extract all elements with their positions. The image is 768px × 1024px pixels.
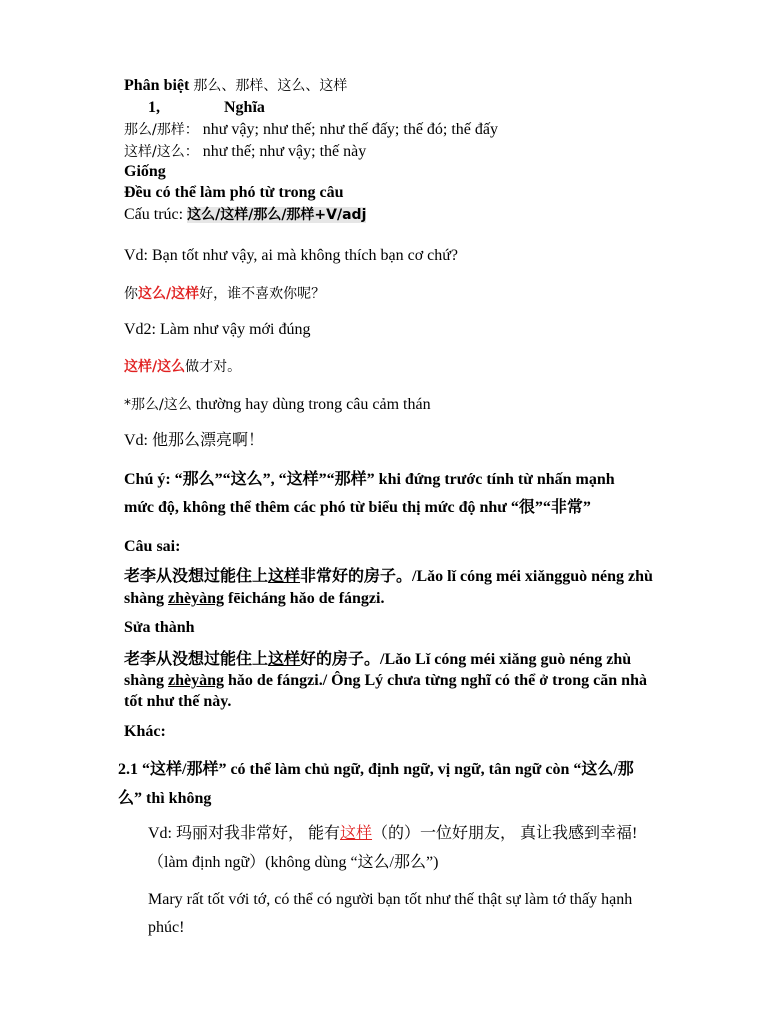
fix-l2-underline: zhèyàng <box>168 672 225 689</box>
caution-line-2: mức độ, không thể thêm các phó từ biểu thị mức độ như “很”“非常” <box>124 499 591 516</box>
caution-line-1: Chú ý: “那么”“这么”, “这样”“那样” khi đứng trước tính từ nhấn mạnh <box>124 471 615 488</box>
wrong-l2-underline: zhèyàng <box>168 590 225 607</box>
note-zh: *那么/这么 <box>124 397 192 413</box>
fix-l2-a: shàng <box>124 672 169 689</box>
title-prefix: Phân biệt <box>124 77 190 94</box>
example-4-zh <box>148 824 637 844</box>
other-heading: Khác: <box>124 723 166 740</box>
example-4-translation-1: Mary rất tốt với tớ, có thể có người bạn tốt như thế thật sự làm tớ thấy hạnh <box>148 891 633 908</box>
example-1-vi: Vd: Bạn tốt như vậy, ai mà không thích bạn cơ chứ? <box>124 247 459 264</box>
ex1-zh-a: 你 <box>124 286 138 302</box>
fix-line-1 <box>124 650 631 670</box>
example-2-vi: Vd2: Làm như vậy mới đúng <box>124 321 311 338</box>
example-1-zh <box>124 284 325 304</box>
section-number: 1, <box>148 99 160 116</box>
exclamation-note <box>124 395 431 415</box>
wrong-l2-a: shàng <box>124 590 169 607</box>
same-heading: Giống <box>124 163 166 180</box>
fix-l1-a: 老李从没想过能住上 <box>124 651 269 668</box>
meaning-2-term: 这样/这么： <box>124 144 199 160</box>
example-2-zh <box>124 357 241 377</box>
meaning-1 <box>124 120 498 140</box>
fix-l2-b: hǎo de fángzi./ Ông Lý chưa từng nghĩ có thể ở trong căn nhà <box>224 672 647 689</box>
wrong-line-2 <box>124 589 384 609</box>
meaning-2 <box>124 142 366 162</box>
ex4-highlight: 这样 <box>340 825 373 842</box>
structure-label: Cấu trúc: <box>124 206 184 223</box>
title-words: 那么、那样、这么、这样 <box>193 78 348 94</box>
same-description: Đều có thể làm phó từ trong câu <box>124 184 344 201</box>
fix-line-2 <box>124 671 647 691</box>
section-2-1-line-1: 2.1 “这样/那样” có thể làm chủ ngữ, định ngữ, vị ngữ, tân ngữ còn “这么/那 <box>118 761 634 778</box>
example-4-note: （làm định ngữ）(không dùng “这么/那么”) <box>148 854 439 871</box>
wrong-l2-b: fēicháng hǎo de fángzi. <box>224 590 385 607</box>
wrong-l1-a: 老李从没想过能住上 <box>124 568 269 585</box>
ex1-zh-highlight: 这么/这样 <box>138 286 200 302</box>
title <box>124 76 347 96</box>
section-2-1-line-2: 么” thì không <box>118 790 212 807</box>
ex4-a: Vd: 玛丽对我非常好， 能有 <box>148 825 341 842</box>
meaning-2-text: như thế; như vậy; thế này <box>202 143 367 160</box>
example-4-translation-2: phúc! <box>148 919 185 936</box>
fix-l1-b: 好的房子。/Lǎo Lǐ cóng méi xiǎng guò néng zhù <box>300 651 632 668</box>
wrong-l1-b: 非常好的房子。/Lǎo lǐ cóng méi xiǎngguò néng zhù <box>300 568 653 585</box>
wrong-line-1 <box>124 567 653 587</box>
wrong-heading: Câu sai: <box>124 538 181 555</box>
fix-l1-underline: 这样 <box>268 651 301 668</box>
wrong-l1-underline: 这样 <box>268 568 301 585</box>
meaning-1-term: 那么/那样： <box>124 122 199 138</box>
fix-heading: Sửa thành <box>124 619 195 636</box>
meaning-1-text: như vậy; như thế; như thế đấy; thế đó; thế đấy <box>202 121 499 138</box>
structure-formula: 这么/这样/那么/那样+V/adj <box>187 207 367 223</box>
ex4-b: （的）一位好朋友， 真让我感到幸福! <box>372 825 638 842</box>
section-label: Nghĩa <box>224 99 265 116</box>
section-1-heading <box>148 98 265 118</box>
ex2-zh-b: 做才对。 <box>185 359 242 375</box>
note-vi: thường hay dùng trong câu cảm thán <box>195 396 431 413</box>
example-3: Vd: 他那么漂亮啊！ <box>124 432 265 449</box>
ex1-zh-b: 好，谁不喜欢你呢？ <box>199 286 326 302</box>
ex2-zh-highlight: 这样/这么 <box>124 359 186 375</box>
fix-line-3: tốt như thế này. <box>124 693 232 710</box>
structure-line <box>124 205 366 225</box>
